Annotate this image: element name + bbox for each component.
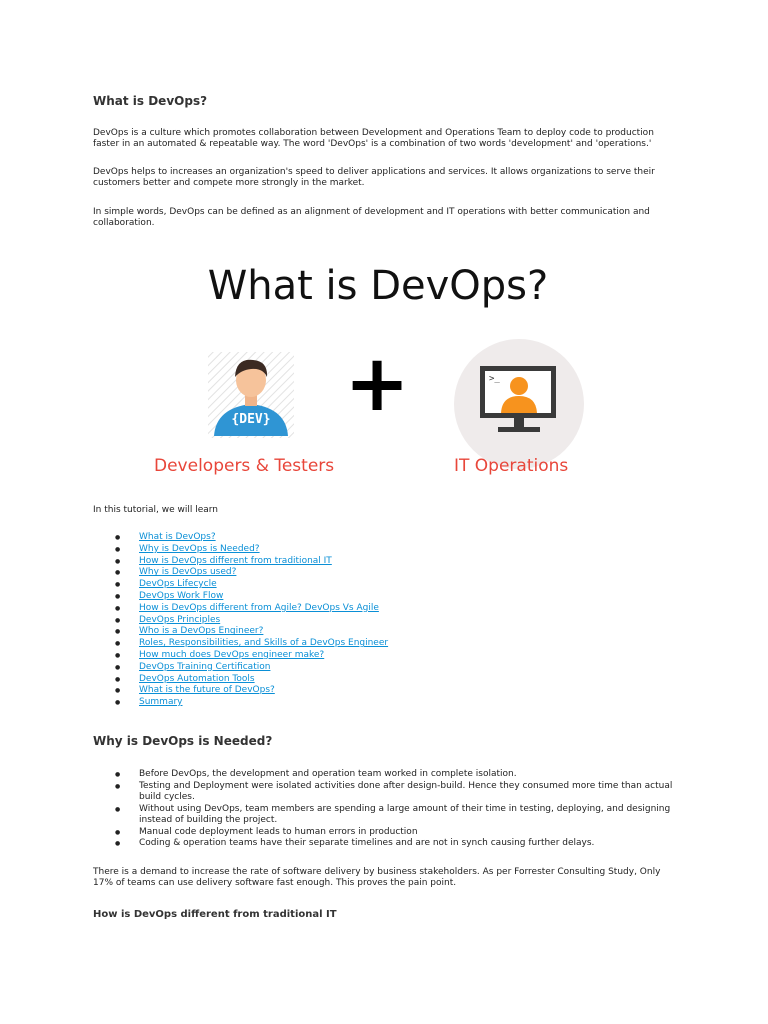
toc-item bbox=[93, 567, 683, 579]
toc-link-certification[interactable]: DevOps Training Certification bbox=[139, 661, 271, 672]
toc-link-principles[interactable]: DevOps Principles bbox=[139, 614, 221, 625]
table-of-contents bbox=[93, 532, 683, 709]
caption-it-operations: IT Operations bbox=[454, 456, 569, 476]
toc-item bbox=[93, 591, 683, 603]
plus-sign: + bbox=[344, 339, 410, 429]
toc-item bbox=[93, 626, 683, 638]
why-needed-list bbox=[93, 769, 683, 850]
list-item: ● Testing and Deployment were isolated activities done after design-build. Hence they consumed more time than actual build cycles. bbox=[93, 781, 683, 804]
toc-link-work-flow[interactable]: DevOps Work Flow bbox=[139, 590, 224, 601]
paragraph-simple-words: In simple words, DevOps can be defined as an alignment of development and IT operations with better communication and collaboration. bbox=[93, 207, 650, 228]
terminal-prompt-icon: >_ bbox=[489, 374, 500, 384]
illustration-title: What is DevOps? bbox=[207, 263, 549, 309]
dev-badge: {DEV} bbox=[231, 412, 271, 427]
toc-link-roles-skills[interactable]: Roles, Responsibilities, and Skills of a DevOps Engineer bbox=[139, 638, 389, 649]
tutorial-intro-text: In this tutorial, we will learn bbox=[93, 505, 218, 515]
toc-link-what-is-devops[interactable]: What is DevOps? bbox=[139, 532, 216, 542]
toc-item bbox=[93, 544, 683, 556]
toc-link-automation-tools[interactable]: DevOps Automation Tools bbox=[139, 673, 255, 684]
toc-link-future[interactable]: What is the future of DevOps? bbox=[139, 685, 275, 696]
toc-link-why-needed[interactable]: Why is DevOps is Needed? bbox=[139, 543, 260, 554]
toc-item bbox=[93, 697, 683, 709]
toc-item bbox=[93, 650, 683, 662]
toc-item bbox=[93, 603, 683, 615]
toc-link-summary[interactable]: Summary bbox=[139, 697, 183, 708]
toc-item bbox=[93, 685, 683, 697]
toc-item bbox=[93, 579, 683, 591]
heading-traditional-it: How is DevOps different from traditional IT bbox=[93, 909, 337, 920]
caption-developers-testers: Developers & Testers bbox=[154, 456, 335, 476]
toc-item bbox=[93, 615, 683, 627]
list-item: ● Without using DevOps, team members are spending a large amount of their time in testing, deploying, and designing instead of building the project. bbox=[93, 804, 683, 827]
toc-item bbox=[93, 662, 683, 674]
paragraph-demand: There is a demand to increase the rate of software delivery by business stakeholders. As per Forrester Consulting Study, Only 17% of teams can use delivery software fast enough. This proves the pain point. bbox=[93, 867, 661, 888]
toc-item bbox=[93, 674, 683, 686]
toc-link-salary[interactable]: How much does DevOps engineer make? bbox=[139, 649, 325, 660]
toc-link-engineer[interactable]: Who is a DevOps Engineer? bbox=[139, 626, 264, 637]
toc-link-why-used[interactable]: Why is DevOps used? bbox=[139, 567, 237, 578]
devops-illustration bbox=[150, 255, 620, 485]
toc-item bbox=[93, 556, 683, 568]
paragraph-intro: DevOps is a culture which promotes collaboration between Development and Operations Team to deploy code to production faster in an automated & repeatable way. The word 'DevOps' is a combination of two words 'development' and 'operations.' bbox=[93, 128, 654, 149]
toc-link-lifecycle[interactable]: DevOps Lifecycle bbox=[139, 579, 217, 590]
toc-item bbox=[93, 638, 683, 650]
heading-what-is-devops: What is DevOps? bbox=[93, 94, 208, 108]
it-operations-icon bbox=[453, 338, 585, 470]
paragraph-speed: DevOps helps to increases an organization's speed to deliver applications and services. It allows organizations to serve their customers better and compete more strongly in the market. bbox=[93, 167, 655, 188]
list-item: ● Before DevOps, the development and operation team worked in complete isolation. bbox=[93, 769, 683, 781]
list-item: ● Coding & operation teams have their separate timelines and are not in synch causing further delays. bbox=[93, 838, 683, 850]
list-item: ● Manual code deployment leads to human errors in production bbox=[93, 827, 683, 839]
toc-item bbox=[93, 532, 683, 544]
toc-link-traditional-it[interactable]: How is DevOps different from traditional IT bbox=[139, 555, 332, 566]
toc-link-vs-agile[interactable]: How is DevOps different from Agile? DevOps Vs Agile bbox=[139, 602, 379, 613]
heading-why-needed: Why is DevOps is Needed? bbox=[93, 734, 273, 748]
